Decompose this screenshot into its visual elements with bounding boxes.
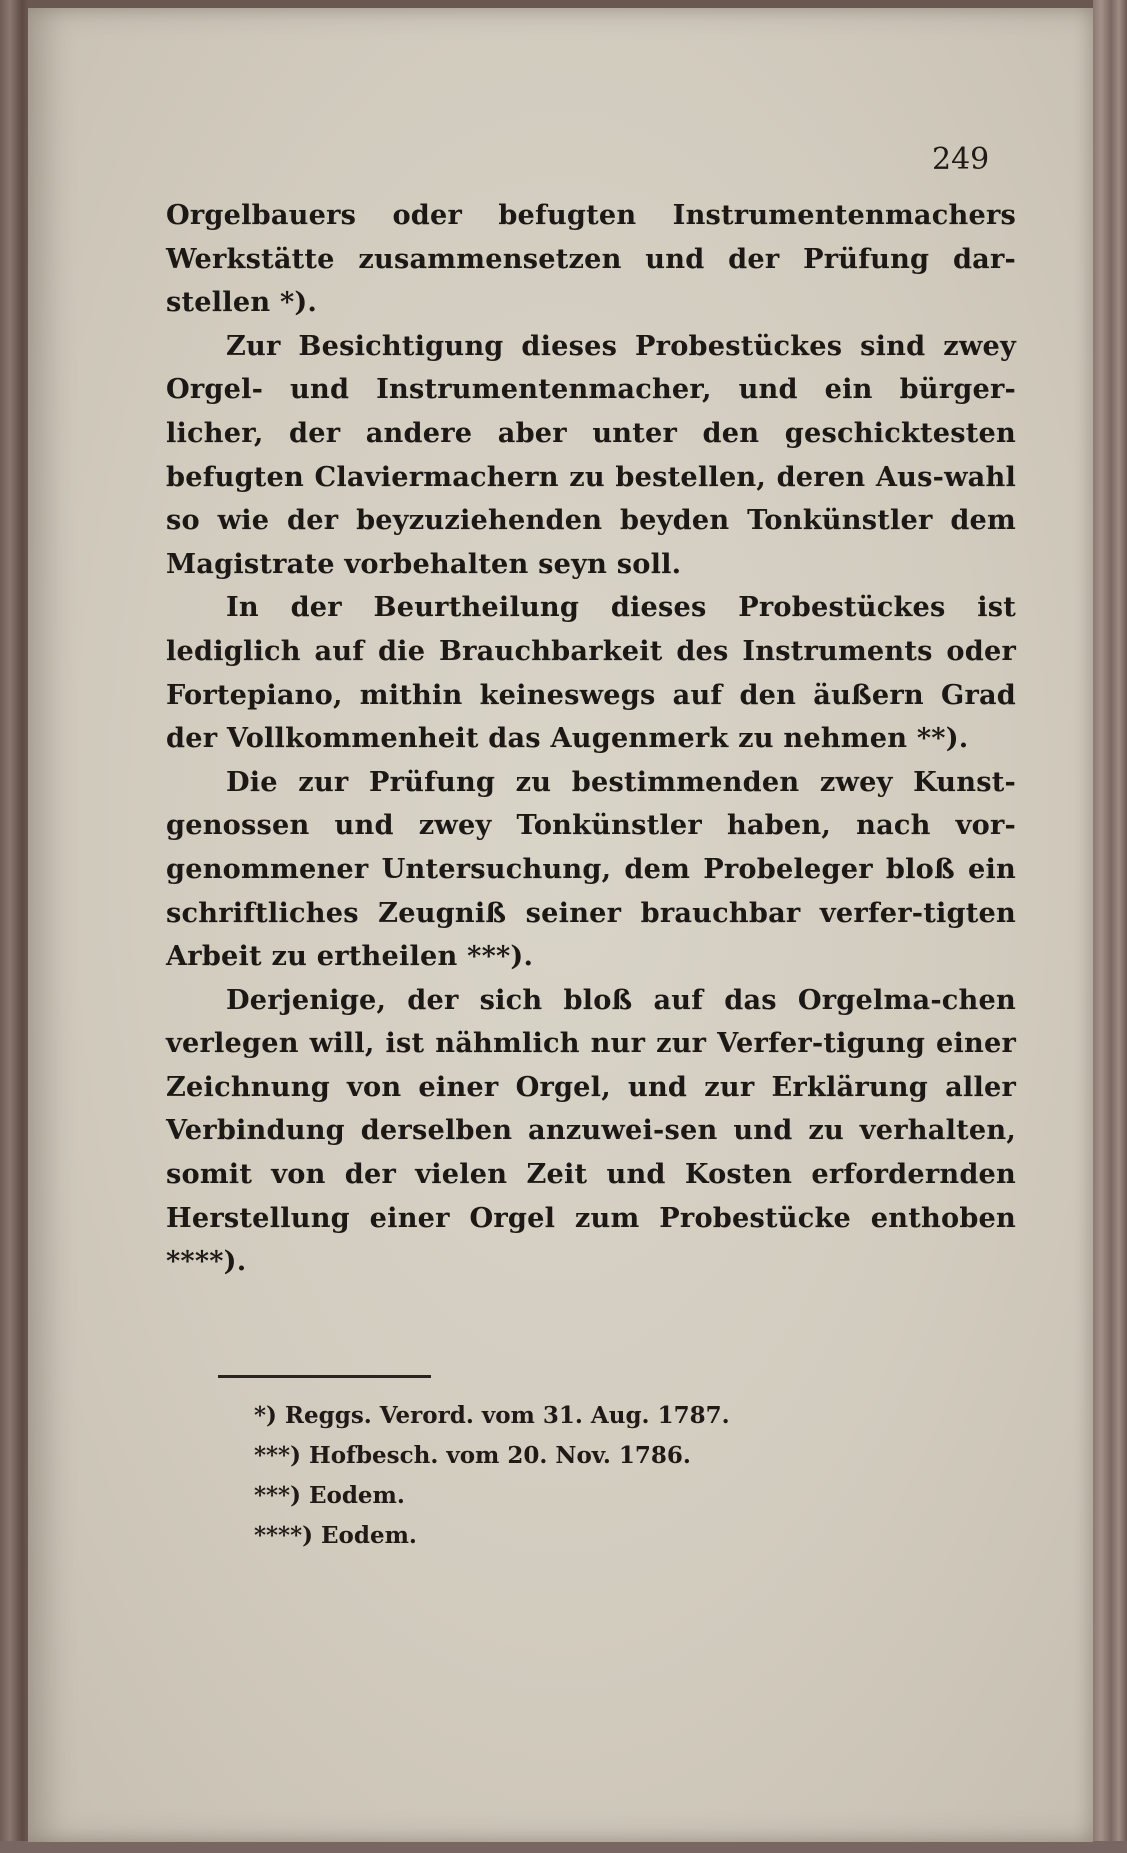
body-text <box>166 194 1016 1284</box>
paragraph: Die zur Prüfung zu bestimmenden zwey Kunst-genossen und zwey Tonkünstler haben, nach vor-genommener Untersuchung, dem Probeleger bloß ein schriftliches Zeugniß seiner brauchbar verfer-tigten Arbeit zu ertheilen ***). <box>166 765 1016 973</box>
bottom-edge <box>0 1841 1127 1853</box>
footnote: ***) Hofbesch. vom 20. Nov. 1786. <box>254 1442 691 1469</box>
footnote: ***) Eodem. <box>254 1482 405 1509</box>
paragraph: Orgelbauers oder befugten Instrumentenmachers Werkstätte zusammensetzen und der Prüfung dar-stellen *). <box>166 199 1016 319</box>
footnote: *) Reggs. Verord. vom 31. Aug. 1787. <box>254 1402 730 1429</box>
paragraph: Zur Besichtigung dieses Probestückes sind zwey Orgel- und Instrumentenmacher, und ein bürger-licher, der andere aber unter den geschicktesten befugten Claviermachern zu bestellen, deren Aus-wahl so wie der beyzuziehenden beyden Tonkünstler dem Magistrate vorbehalten seyn soll. <box>166 329 1016 580</box>
footnote: ****) Eodem. <box>254 1522 417 1549</box>
book-page <box>28 8 1093 1842</box>
paragraph: In der Beurtheilung dieses Probestückes ist lediglich auf die Brauchbarkeit des Instruments oder Fortepiano, mithin keineswegs auf den äußern Grad der Vollkommenheit das Augenmerk zu nehmen **). <box>166 591 1016 755</box>
page-edges <box>1093 0 1127 1853</box>
page-number: 249 <box>932 142 990 177</box>
paragraph: Derjenige, der sich bloß auf das Orgelma-chen verlegen will, ist nähmlich nur zur Verfer-tigung einer Zeichnung von einer Orgel, und zur Erklärung aller Verbindung derselben anzuwei-sen und zu verhalten, somit von der vielen Zeit und Kosten erfordernden Herstellung einer Orgel zum Probestücke enthoben ****). <box>166 983 1016 1278</box>
footnote-divider <box>218 1375 431 1378</box>
footnotes <box>254 1396 854 1556</box>
